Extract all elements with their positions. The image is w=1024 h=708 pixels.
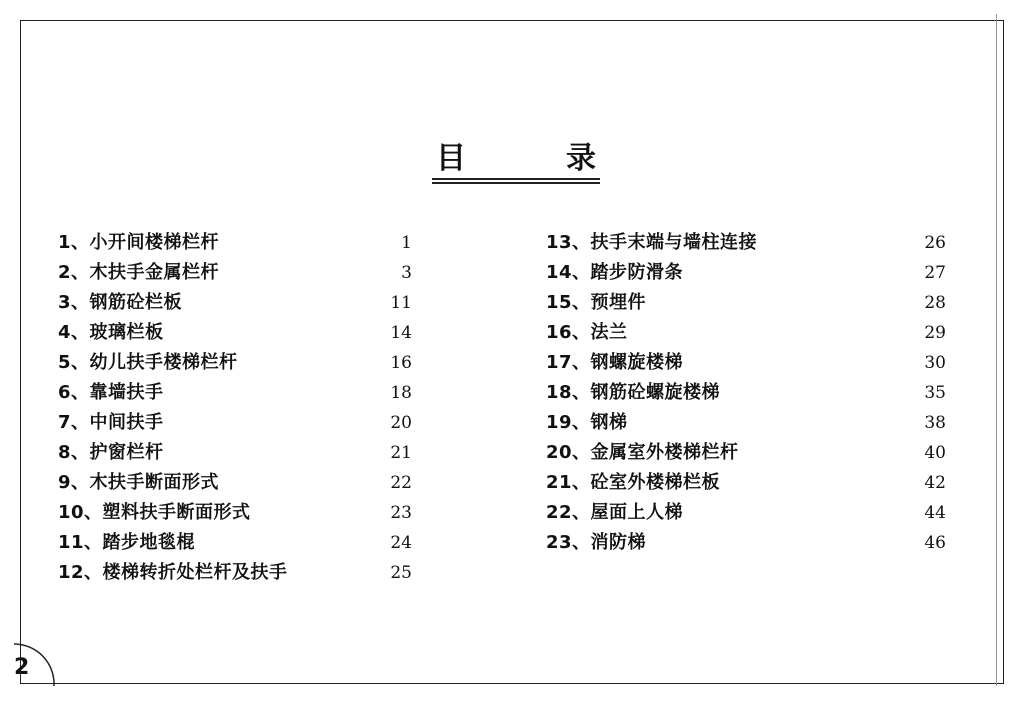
toc-entry-page: 46 <box>924 533 946 553</box>
toc-entry-label: 11、踏步地毯棍 <box>58 532 196 553</box>
toc-entry-label: 14、踏步防滑条 <box>546 262 684 283</box>
title-underline-bottom <box>432 182 600 184</box>
toc-entry[interactable] <box>58 318 418 348</box>
toc-column-left <box>58 228 418 588</box>
toc-entry-label: 4、玻璃栏板 <box>58 322 164 343</box>
toc-entry-page: 23 <box>390 503 412 523</box>
toc-entry-label: 22、屋面上人梯 <box>546 502 684 523</box>
toc-entry[interactable] <box>546 318 950 348</box>
toc-entry-page: 18 <box>390 383 412 403</box>
toc-entry[interactable] <box>58 468 418 498</box>
toc-entry[interactable] <box>546 528 950 558</box>
toc-entry-label: 1、小开间楼梯栏杆 <box>58 232 220 253</box>
toc-entry[interactable] <box>58 558 418 588</box>
toc-entry[interactable] <box>546 288 950 318</box>
toc-entry-page: 20 <box>390 413 412 433</box>
page-number: 2 <box>14 655 30 680</box>
toc-entry[interactable] <box>546 468 950 498</box>
toc-entry-page: 35 <box>924 383 946 403</box>
toc-entry-page: 24 <box>390 533 412 553</box>
toc-entry-page: 40 <box>924 443 946 463</box>
toc-entry-page: 44 <box>924 503 946 523</box>
toc-entry-page: 38 <box>924 413 946 433</box>
toc-entry[interactable] <box>546 258 950 288</box>
toc-entry-label: 20、金属室外楼梯栏杆 <box>546 442 739 463</box>
toc-entry-label: 10、塑料扶手断面形式 <box>58 502 251 523</box>
toc-entry-label: 13、扶手末端与墙柱连接 <box>546 232 758 253</box>
toc-entry-label: 3、钢筋砼栏板 <box>58 292 183 313</box>
toc-entry-label: 15、预埋件 <box>546 292 647 313</box>
toc-entry-page: 22 <box>390 473 412 493</box>
toc-entry-page: 11 <box>390 293 412 313</box>
toc-entry-page: 14 <box>390 323 412 343</box>
title-char-2: 录 <box>566 141 596 176</box>
toc-entry-label: 8、护窗栏杆 <box>58 442 164 463</box>
toc-entry-page: 3 <box>401 263 412 283</box>
toc-entry-page: 16 <box>390 353 412 373</box>
toc-entry[interactable] <box>58 228 418 258</box>
toc-entry-label: 19、钢梯 <box>546 412 628 433</box>
toc-entry-page: 29 <box>924 323 946 343</box>
toc-entry-label: 23、消防梯 <box>546 532 647 553</box>
page-title <box>432 140 600 186</box>
toc-entry[interactable] <box>546 408 950 438</box>
toc-entry[interactable] <box>546 498 950 528</box>
toc-entry[interactable] <box>58 528 418 558</box>
toc-entry-page: 42 <box>924 473 946 493</box>
scan-edge-line <box>996 14 997 686</box>
toc-entry-label: 7、中间扶手 <box>58 412 164 433</box>
toc-column-right <box>546 228 950 558</box>
toc-entry-label: 5、幼儿扶手楼梯栏杆 <box>58 352 238 373</box>
toc-entry-page: 30 <box>924 353 946 373</box>
toc-entry-page: 27 <box>924 263 946 283</box>
toc-entry-label: 17、钢螺旋楼梯 <box>546 352 684 373</box>
toc-entry[interactable] <box>546 378 950 408</box>
toc-entry[interactable] <box>58 408 418 438</box>
toc-entry-label: 16、法兰 <box>546 322 628 343</box>
toc-entry-page: 28 <box>924 293 946 313</box>
toc-entry[interactable] <box>58 288 418 318</box>
toc-entry-page: 25 <box>390 563 412 583</box>
toc-entry[interactable] <box>546 438 950 468</box>
toc-entry[interactable] <box>58 378 418 408</box>
toc-entry[interactable] <box>58 498 418 528</box>
toc-entry[interactable] <box>58 258 418 288</box>
toc-entry-label: 21、砼室外楼梯栏板 <box>546 472 721 493</box>
title-char-1: 目 <box>436 141 466 176</box>
title-underline-top <box>432 178 600 180</box>
toc-entry[interactable] <box>546 228 950 258</box>
toc-entry-page: 1 <box>401 233 412 253</box>
toc-entry-label: 9、木扶手断面形式 <box>58 472 220 493</box>
toc-entry-label: 6、靠墙扶手 <box>58 382 164 403</box>
toc-entry-page: 26 <box>924 233 946 253</box>
toc-entry-label: 12、楼梯转折处栏杆及扶手 <box>58 562 288 583</box>
toc-entry[interactable] <box>546 348 950 378</box>
toc-entry[interactable] <box>58 348 418 378</box>
toc-entry-label: 18、钢筋砼螺旋楼梯 <box>546 382 721 403</box>
toc-entry[interactable] <box>58 438 418 468</box>
toc-entry-label: 2、木扶手金属栏杆 <box>58 262 220 283</box>
toc-entry-page: 21 <box>390 443 412 463</box>
